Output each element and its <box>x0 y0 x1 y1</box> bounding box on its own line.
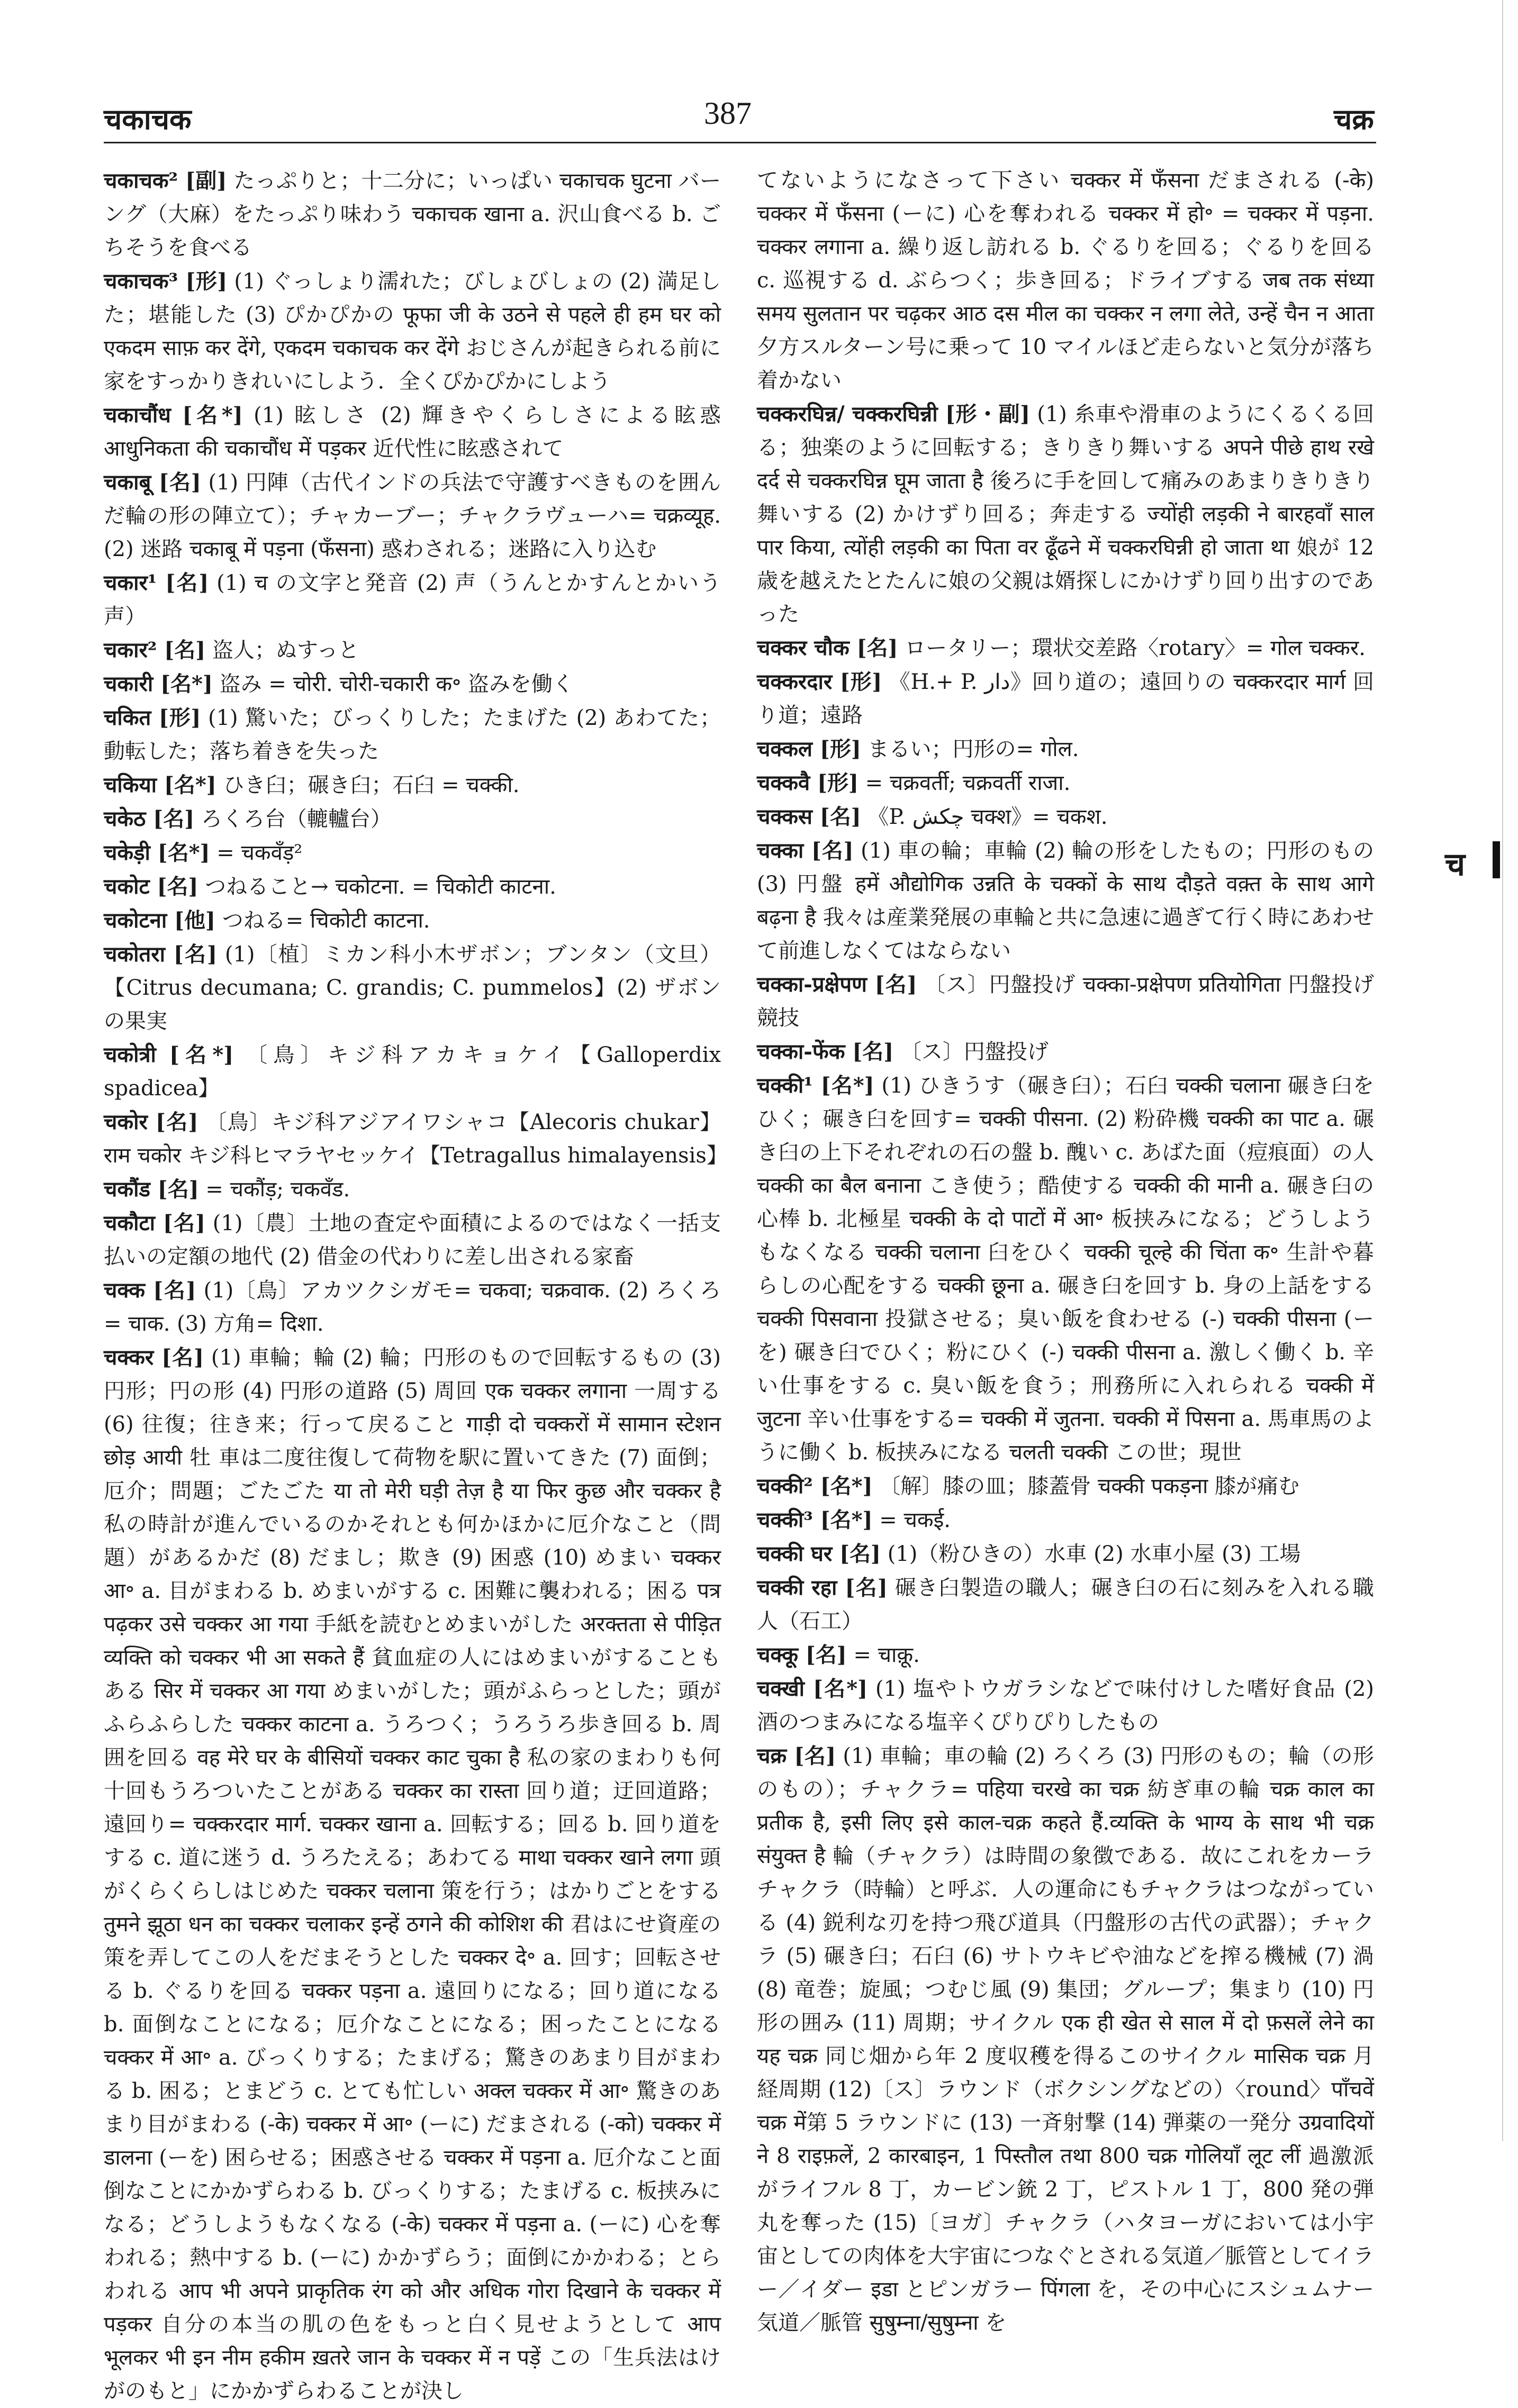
entry-headword: चकाचक³ [形] <box>104 269 228 294</box>
dictionary-entry <box>104 1105 728 1173</box>
entry-headword: चकोट [名] <box>104 874 198 899</box>
entry-definition: つねる= चिकोटी काटना. <box>222 908 430 933</box>
entry-headword: चक्क [名] <box>104 1278 196 1303</box>
entry-definition: (1) 車の輪；車輪 (2) 輪の形をしたもの；円形のもの (3) 円盤 हमें औद्योगिक उन्नति के चक्कों के साथ दौड़ते वक़्त के साथ आगे बढ़ना है 我々は産業発展の車輪と共に急速に過ぎて行く時にあわせて前進しなくてはならない <box>757 839 1375 963</box>
entry-headword: चकोर [名] <box>104 1110 198 1134</box>
dictionary-entry <box>757 1571 1374 1638</box>
entry-definition: ろくろ台（轆轤台） <box>201 807 392 831</box>
dictionary-entry <box>104 870 721 904</box>
dictionary-entry <box>104 768 721 802</box>
entry-headword: चकार¹ [名] <box>104 570 209 595</box>
dictionary-entry <box>104 1274 721 1341</box>
entry-headword: चकोतरा [名] <box>104 942 218 967</box>
thumb-index-marker <box>1493 841 1500 878</box>
entry-headword: चक्कू [名] <box>757 1642 847 1667</box>
entry-headword: चकिया [名*] <box>104 773 216 797</box>
entry-headword: चकाचक² [副] <box>104 168 227 193</box>
entry-definition: (1) 眩しさ (2) 輝きやくらしさによる眩惑 आधुनिकता की चकाचौंध में पड़कर 近代性に眩惑されて <box>104 403 721 461</box>
entry-definition: = चाक़ू. <box>853 1643 920 1667</box>
entry-definition: 〔ス〕円盤投げ <box>900 1040 1049 1064</box>
dictionary-entry <box>757 665 1374 732</box>
dictionary-entry <box>757 732 1374 766</box>
dictionary-entry <box>757 631 1374 665</box>
entry-headword: चकेठ [名] <box>104 806 195 831</box>
entry-definition: (1) 車輪；車の輪 (2) ろくろ (3) 円形のもの；輪（の形のもの）；チャクラ= पहिया चरखे का चक्र 紡ぎ車の輪 चक्र काल का प्रतीक है, इसी लिए इसे काल-चक्र कहते हैं.व्यक्ति के भाग्य के साथ भी चक्र संयुक्त है 輪（チャクラ）は時間の象徴である．故にこれをカーラチャクラ（時輪）と呼ぶ．人の運命にもチャクラはつながっている (4) 鋭利な刃を持つ飛び道具（円盤形の古代の武器）；チャクラ (5) 碾き臼；石臼 (6) サトウキビや油などを搾る機械 (7) 渦 (8) 竜巻；旋風；つむじ風 (9) 集団；グループ；集まり (10) 円形の囲み (11) 周期；サイクル एक ही खेत से साल में दो फ़सलें लेने का यह चक्र 同じ畑から年 2 度収穫を得るこのサイクル मासिक चक्र 月経周期 (12)〔ス〕ラウンド（ボクシングなどの）〈round〉पाँचवें चक्र में第 5 ラウンドに (13) 一斉射撃 (14) 弾薬の一発分 उग्रवादियों ने 8 राइफ़लें, 2 कारबाइन, 1 पिस्तौल तथा 800 चक्र गोलियाँ लूट लीं 過激派がライフル 8 丁，カービン銃 2 丁，ピストル 1 丁，800 発の弾丸を奪った (15)〔ヨガ〕チャクラ（ハタヨーガにおいては小宇宙としての肉体を大宇宙につなぐとされる気道／脈管としてイラー／イダー इडा とピンガラー पिंगला を，その中心にスシュムナー気道／脈管 सुषुम्ना/सुषुम्ना を <box>757 1744 1374 2335</box>
entry-headword: चक्की² [名*] <box>757 1474 873 1498</box>
entry-definition: (1) 車輪；輪 (2) 輪；円形のもので回転するもの (3) 円形；円の形 (4) 円形の道路 (5) 周回 एक चक्कर लगाना 一周する (6) 往復；往き来；行って戻ること गाड़ी दो चक्करों में सामान स्टेशन छोड़ आयी 牡 車は二度往復して荷物を駅に置いてきた (7) 面倒；厄介；問題；ごたごた या तो मेरी घड़ी तेज़ है या फिर कुछ और चक्कर है 私の時計が進んでいるのかそれとも何かほかに厄介なこと（問題）があるかだ (8) だまし；欺き (9) 困惑 (10) めまい चक्कर आ॰ a. 目がまわる b. めまいがする c. 困難に襲われる；困る पत्र पढ़कर उसे चक्कर आ गया 手紙を読むとめまいがした अरक्तता से पीड़ित व्यक्ति को चक्कर भी आ सकते हैं 貧血症の人にはめまいがすることもある सिर में चक्कर आ गया めまいがした；頭がふらっとした；頭がふらふらした चक्कर काटना a. うろつく；うろうろ歩き回る b. 周囲を回る वह मेरे घर के बीसियों चक्कर काट चुका है 私の家のまわりも何十回もうろついたことがある चक्कर का रास्ता 回り道；迂回道路；遠回り= चक्करदार मार्ग. चक्कर खाना a. 回転する；回る b. 回り道をする c. 道に迷う d. うろたえる；あわてる माथा चक्कर खाने लगा 頭がくらくらしはじめた चक्कर चलाना 策を行う；はかりごとをする तुमने झूठा धन का चक्कर चलाकर इन्हें ठगने की कोशिश की 君はにせ資産の策を弄してこの人をだまそうとした चक्कर दे॰ a. 回す；回転させる b. ぐるりを回る चक्कर पड़ना a. 遠回りになる；回り道になる b. 面倒なことになる；厄介なことになる；困ったことになる चक्कर में आ॰ a. びっくりする；たまげる；驚きのあまり目がまわる b. 困る；とまどう c. とても忙しい अक्ल चक्कर में आ॰ 驚きのあまり目がまわる (-के) चक्कर में आ॰ (ーに) だまされる (-को) चक्कर में डालना (ーを) 困らせる；困惑させる चक्कर में पड़ना a. 厄介なこと面倒なことにかかずらわる b. びっくりする；たまげる c. 板挟みになる；どうしようもなくなる (-के) चक्कर में पड़ना a. (ーに) 心を奪われる；熱中する b. (ーに) かかずらう；面倒にかかわる；とらわれる आप भी अपने प्राकृतिक रंग को और अधिक गोरा दिखाने के चक्कर में पड़कर 自分の本当の肌の色をもっと白く見せようとして आप भूलकर भी इन नीम हकीम ख़तरे जान के चक्कर में न पड़ें この「生兵法はけがのもと」にかかずらわることが決し <box>104 1346 721 2403</box>
thumb-index-letter: च <box>1445 846 1466 883</box>
dictionary-entry <box>104 398 721 466</box>
dictionary-entry <box>104 904 721 938</box>
entry-headword: चकेड़ी [名*] <box>104 840 210 865</box>
entry-definition: 〔鳥〕キジ科アジアイワシャコ【Alecoris chukar】राम चकोर キジ科ヒマラヤセッケイ【Tetragallus himalayensis】 <box>104 1110 728 1168</box>
dictionary-entry <box>104 1173 721 1206</box>
entry-headword: चक्करदार [形] <box>757 669 882 694</box>
entry-headword: चकौंड [名] <box>104 1177 199 1202</box>
entry-headword: चक्कस [名] <box>757 804 861 829</box>
dictionary-entry <box>104 633 721 667</box>
entry-headword: चकाचौंध [名*] <box>104 403 243 428</box>
dictionary-entry <box>104 1038 721 1105</box>
dictionary-entry <box>757 1537 1374 1571</box>
dictionary-entry <box>104 466 721 566</box>
dictionary-entry <box>757 800 1374 834</box>
entry-definition: 〔鳥〕キジ科アカキョケイ【Galloperdix spadicea】 <box>104 1043 721 1101</box>
dictionary-entry <box>757 766 1374 800</box>
dictionary-entry <box>757 1739 1374 2340</box>
entry-definition: 《H.+ P. دار》回り道の；遠回りの चक्करदार मार्ग 回り道；遠路 <box>757 670 1374 728</box>
entry-definition: 盗人；ぬすっと <box>212 638 359 662</box>
right-column <box>757 164 1374 2340</box>
entry-definition: = चकौंड़; चकवँड. <box>205 1177 350 1202</box>
entry-definition: (1)〔鳥〕アカツクシガモ= चकवा; चक्रवाक. (2) ろくろ= चाक. (3) 方角= दिशा. <box>104 1278 721 1336</box>
entry-headword: चक्की रहा [名] <box>757 1575 888 1600</box>
dictionary-entry <box>104 938 721 1038</box>
dictionary-entry <box>104 265 721 398</box>
entry-headword: चक्कर [名] <box>104 1345 204 1370</box>
entry-definition: (1) 塩やトウガラシなどで味付けした嗜好食品 (2) 酒のつまみになる塩辛くぴりぴりしたもの <box>757 1677 1374 1734</box>
entry-definition: = चक्रवर्ती; चक्रवर्ती राजा. <box>865 771 1071 795</box>
entry-headword: चक्करघिन्न/ चक्करघिन्नी [形・副] <box>757 402 1030 426</box>
dictionary-entry <box>757 1069 1374 1469</box>
entry-definition: (1) च の文字と発音 (2) 声（うんとかすんとかいう声） <box>104 571 721 629</box>
dictionary-entry <box>757 164 1374 397</box>
entry-headword: चकारी [名*] <box>104 671 213 696</box>
dictionary-entry <box>104 701 721 768</box>
entry-definition: 碾き臼製造の職人；碾き臼の石に刻みを入れる職人（石工） <box>757 1576 1374 1633</box>
entry-headword: चक्खी [名*] <box>757 1676 868 1701</box>
entry-headword: चक्कवै [形] <box>757 770 859 795</box>
entry-headword: चक्का-फेंक [名] <box>757 1039 894 1064</box>
entry-headword: चक्की घर [名] <box>757 1541 881 1566</box>
entry-definition: まるい；円形の= गोल. <box>868 737 1079 761</box>
dictionary-entry <box>104 1206 721 1274</box>
dictionary-entry <box>104 164 721 265</box>
entry-headword: चक्कर चौक [名] <box>757 635 898 660</box>
entry-definition: たっぷりと；十二分に；いっぱい चकाचक घुटना バーング（大麻）をたっぷり味わう चकाचक खाना a. 沢山食べる b. ごちそうを食べる <box>104 169 721 260</box>
page-edge-line <box>1502 0 1503 2141</box>
dictionary-entry <box>757 1503 1374 1537</box>
dictionary-entry <box>757 397 1374 631</box>
entry-definition: (1) 円陣（古代インドの兵法で守護すべきものを囲んだ輪の形の陣立て）；チャカーブー；チャクラヴューハ= चक्रव्यूह. (2) 迷路 चकाबू में पड़ना (फँसना) 惑わされる；迷路に入り込む <box>104 470 721 561</box>
entry-definition: ロータリー；環状交差路〈rotary〉= गोल चक्कर. <box>905 636 1366 660</box>
entry-definition: 〔ス〕円盤投げ चक्का-प्रक्षेपण प्रतियोगिता 円盤投げ競技 <box>757 973 1374 1030</box>
dictionary-entry <box>104 836 721 870</box>
left-guide-word: चकाचक <box>104 102 192 136</box>
entry-definition: 盗み = चोरी. चोरी-चकारी क॰ 盗みを働く <box>219 672 574 696</box>
entry-definition: (1) 糸車や滑車のようにくるくる回る；独楽のように回転する；きりきり舞いする अपने पीछे हाथ रखे दर्द से चक्करघिन्न घूम जाता है 後ろに手を回して痛みのあまりきりきり舞いする (2) かけずり回る；奔走する ज्योंही लड़की ने बारहवाँ साल पार किया, त्योंही लड़की का पिता वर ढूँढने में चक्करघिन्नी हो जाता था 娘が 12 歳を越えたとたんに娘の父親は婿探しにかけずり回り出すのであった <box>757 402 1374 626</box>
dictionary-entry <box>757 1638 1374 1672</box>
dictionary-entry <box>757 1035 1374 1069</box>
dictionary-entry <box>757 834 1374 968</box>
entry-definition: 〔解〕膝の皿；膝蓋骨 चक्की पकड़ना 膝が痛む <box>879 1474 1300 1498</box>
entry-headword: चकित [形] <box>104 705 201 730</box>
entry-definition: = चकवँड़² <box>216 841 303 865</box>
dictionary-entry <box>104 667 721 701</box>
entry-definition: てないようになさって下さい चक्कर में फँसना だまされる (-के) चक्कर में फँसना (ーに) 心を奪われる चक्कर में हो॰ = चक्कर में पड़ना. चक्कर लगाना a. 繰り返し訪れる b. ぐるりを回る；ぐるりを回る c. 巡視する d. ぶらつく；歩き回る；ドライブする जब तक संध्या समय सुलतान पर चढ़कर आठ दस मील का चक्कर न लगा लेते, उन्हें चैन न आता 夕方スルターン号に乗って 10 マイルほど走らないと気分が落ち着かない <box>757 168 1374 393</box>
entry-headword: चकार² [名] <box>104 638 206 662</box>
entry-definition: つねること→ चकोटना. = चिकोटी काटना. <box>205 875 556 899</box>
entry-definition: (1) 驚いた；びっくりした；たまげた (2) あわてた；動転した；落ち着きを失った <box>104 706 721 764</box>
entry-definition: (1) ひきうす（碾き臼）；石臼 चक्की चलाना 碾き臼をひく；碾き臼を回す= चक्की पीसना. (2) 粉砕機 चक्की का पाट a. 碾き臼の上下それぞれの石の盤 b. 醜い c. あばた面（痘痕面）の人 चक्की का बैल बनाना こき使う；酷使する चक्की की मानी a. 碾き臼の心棒 b. 北極星 चक्की के दो पाटों में आ॰ 板挟みになる；どうしようもなくなる चक्की चलाना 臼をひく चक्की चूल्हे की चिंता क॰ 生計や暮らしの心配をする चक्की छूना a. 碾き臼を回す b. 身の上話をする चक्की पिसवाना 投獄させる；臭い飯を食わせる (-) चक्की पीसना (ーを) 碾き臼でひく；粉にひく (-) चक्की पीसना a. 激しく働く b. 辛い仕事をする c. 臭い飯を食う；刑務所に入れられる चक्की में जुटना 辛い仕事をする= चक्की में जुतना. चक्की में पिसना a. 馬車馬のように働く b. 板挟みになる चलती चक्की この世；現世 <box>757 1074 1375 1465</box>
entry-headword: चक्कल [形] <box>757 737 861 761</box>
dictionary-entry <box>757 1469 1374 1503</box>
entry-definition: (1)〔農〕土地の査定や面積によるのではなく一括支払いの定額の地代 (2) 借金の代わりに差し出される家畜 <box>104 1211 721 1269</box>
dictionary-entry <box>104 566 721 633</box>
entry-headword: चकौटा [名] <box>104 1211 205 1235</box>
entry-definition: (1) ぐっしょり濡れた；びしょびしょの (2) 満足した；堪能した (3) ぴかぴかの फूफा जी के उठने से पहले ही हम घर को एकदम साफ़ कर देंगे, एकदम चकाचक कर देंगे おじさんが起きられる前に家をすっかりきれいにしよう．全くぴかぴかにしよう <box>104 269 721 394</box>
entry-headword: चकोत्री [名*] <box>104 1042 234 1067</box>
entry-headword: चकोटना [他] <box>104 908 215 933</box>
left-column <box>104 164 728 2408</box>
entry-headword: चक्की³ [名*] <box>757 1507 873 1532</box>
entry-headword: चक्र [名] <box>757 1743 836 1768</box>
dictionary-entry <box>757 1672 1374 1739</box>
header-rule <box>104 142 1376 143</box>
page-header <box>0 0 1518 159</box>
entry-headword: चक्का [名] <box>757 838 854 863</box>
entry-definition: (1)（粉ひきの）水車 (2) 水車小屋 (3) 工場 <box>887 1542 1301 1566</box>
right-guide-word: चक्र <box>1334 102 1374 136</box>
dictionary-entry <box>104 1341 721 2408</box>
entry-definition: (1)〔植〕ミカン科小木ザボン；ブンタン（文旦）【Citrus decumana; C. grandis; C. pummelos】(2) ザボンの果実 <box>104 942 721 1033</box>
page-number: 387 <box>704 96 752 131</box>
entry-definition: ひき臼；碾き臼；石臼 = चक्की. <box>223 773 520 797</box>
entry-definition: 《P. چکش चक्श》= चकश. <box>868 805 1108 829</box>
entry-headword: चकाबू [名] <box>104 470 201 495</box>
dictionary-entry <box>757 968 1374 1035</box>
dictionary-entry <box>104 802 721 836</box>
entry-headword: चक्का-प्रक्षेपण [名] <box>757 972 917 997</box>
entry-definition: = चकई. <box>879 1508 951 1532</box>
entry-headword: चक्की¹ [名*] <box>757 1073 874 1098</box>
